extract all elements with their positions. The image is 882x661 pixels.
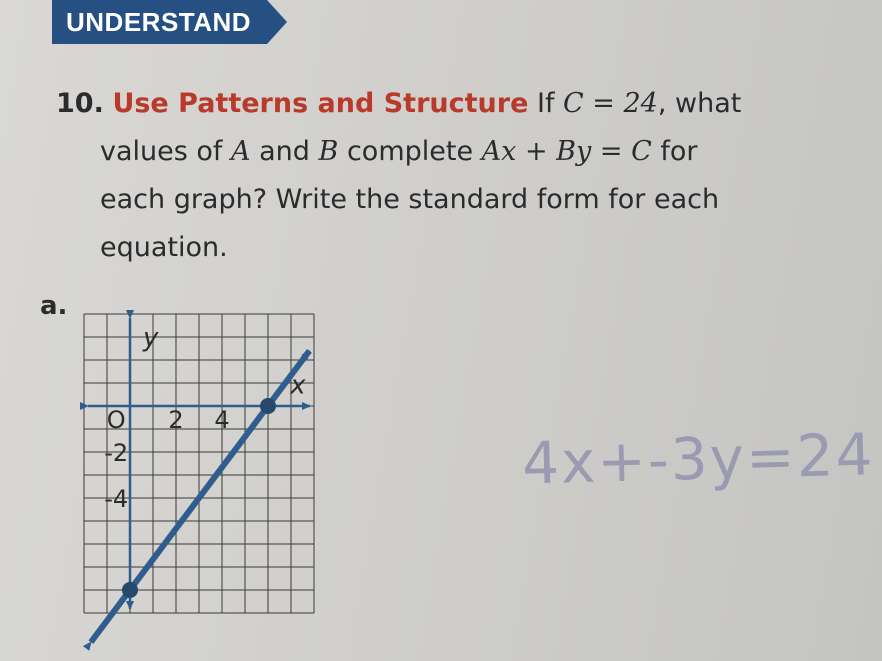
problem-line-3: each graph? Write the standard form for each xyxy=(100,184,720,215)
problem-line-1 xyxy=(56,80,876,128)
x-tick-label: 4 xyxy=(214,405,230,434)
problem-line-4: equation. xyxy=(100,232,228,263)
strategy-heading: Use Patterns and Structure xyxy=(112,88,529,119)
and-text: and xyxy=(259,136,310,167)
line1-tail: , what xyxy=(657,88,742,119)
section-banner xyxy=(52,0,287,44)
variable-a: A xyxy=(231,136,251,167)
y-axis-label: y xyxy=(143,323,159,354)
banner-label: UNDERSTAND xyxy=(52,0,267,44)
problem-line-2 xyxy=(56,128,876,176)
complete-text: complete xyxy=(346,136,474,167)
intercept-point xyxy=(122,582,138,598)
problem-text xyxy=(56,80,876,272)
variable-b: B xyxy=(318,136,339,167)
x-tick-label: 2 xyxy=(168,405,184,434)
for-text: for xyxy=(660,136,698,167)
if-word: If xyxy=(536,88,555,119)
banner-arrow-tip xyxy=(267,0,287,44)
intercept-point xyxy=(260,398,276,414)
origin-label: O xyxy=(106,405,126,434)
handwritten-answer: 4x+-3y=24 xyxy=(521,420,876,498)
problem-number: 10. xyxy=(56,88,104,119)
y-tick-label: -4 xyxy=(104,485,129,513)
values-of-text: values of xyxy=(100,136,223,167)
y-tick-label: -2 xyxy=(104,439,129,467)
standard-form-equation: Ax + By = C xyxy=(481,136,652,167)
graph-labels xyxy=(104,323,306,598)
given-equation: C = 24 xyxy=(563,88,658,119)
part-a-label: a. xyxy=(40,291,68,321)
coordinate-graph xyxy=(52,296,422,651)
x-axis-label: x xyxy=(290,370,306,401)
